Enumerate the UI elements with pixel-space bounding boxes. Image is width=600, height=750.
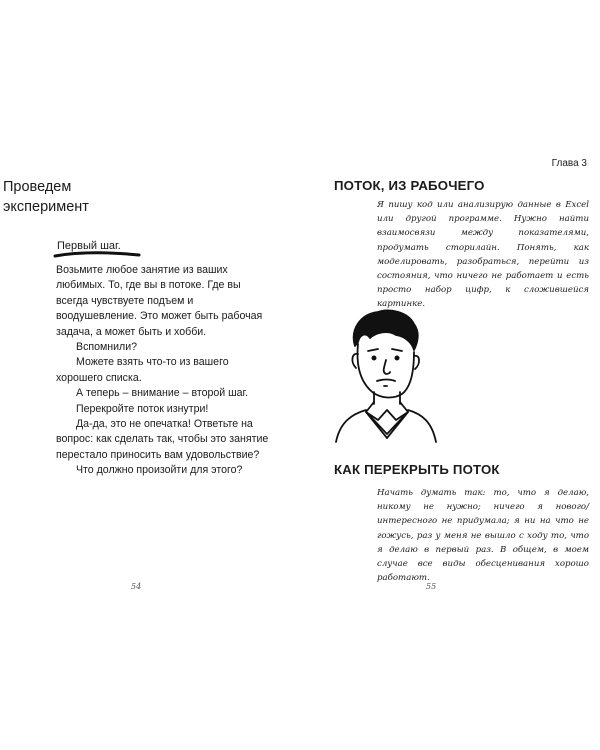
paragraph: А теперь – внимание – второй шаг. — [76, 387, 249, 400]
body-text — [56, 263, 271, 479]
man-portrait-illustration — [330, 302, 440, 452]
step-label: Первый шаг. — [57, 240, 121, 252]
paragraph: Вспомнили? — [76, 341, 138, 354]
paragraph: Что должно произойти для этого? — [76, 464, 243, 477]
paragraph: Возьмите любое занятие из ваших любимых. То, где вы в потоке. Где вы всегда чувствуете подъем и воодушевление. Это может быть рабочая задача, а может быть и хобби. — [56, 264, 263, 338]
brush-underline-icon — [53, 250, 143, 260]
paragraph: Перекройте поток изнутри! — [76, 402, 209, 415]
right-page — [300, 0, 600, 750]
page-number: 54 — [131, 582, 142, 591]
section-title-line-1: Проведем — [3, 179, 72, 195]
heading-flow-from-work: ПОТОК, ИЗ РАБОЧЕГО — [334, 178, 485, 193]
quote-block-flow: Начать думать так: то, что я делаю, никому не нужно; ничего я нового/интересного не придумала; я ни на что не гожусь, раз у меня не вышло с ходу то, что я делаю в первый раз. В общем, в моем случае все виды обесценивания хорошо работают. — [377, 488, 589, 584]
page-number: 55 — [426, 582, 437, 591]
heading-how-to-block-flow: КАК ПЕРЕКРЫТЬ ПОТОК — [334, 462, 500, 477]
quote-flow: Я пишу код или анализирую данные в Excel или другой программе. Нужно найти взаимосвязи между показателями, продумать сторилайн. Понять, как моделировать, разобраться, перейти из состояния, что ничего не работает и есть просто набор цифр, к сложившейся картинке. — [377, 200, 589, 310]
section-title-line-2: эксперимент — [3, 199, 89, 215]
paragraph: Можете взять что-то из вашего хорошего списка. — [56, 356, 229, 384]
paragraph: Да-да, это не опечатка! Ответьте на вопрос: как сделать так, чтобы это занятие перестало приносить вам удовольствие? — [56, 418, 269, 461]
section-title — [3, 177, 203, 217]
chapter-label: Глава 3 — [551, 158, 587, 169]
